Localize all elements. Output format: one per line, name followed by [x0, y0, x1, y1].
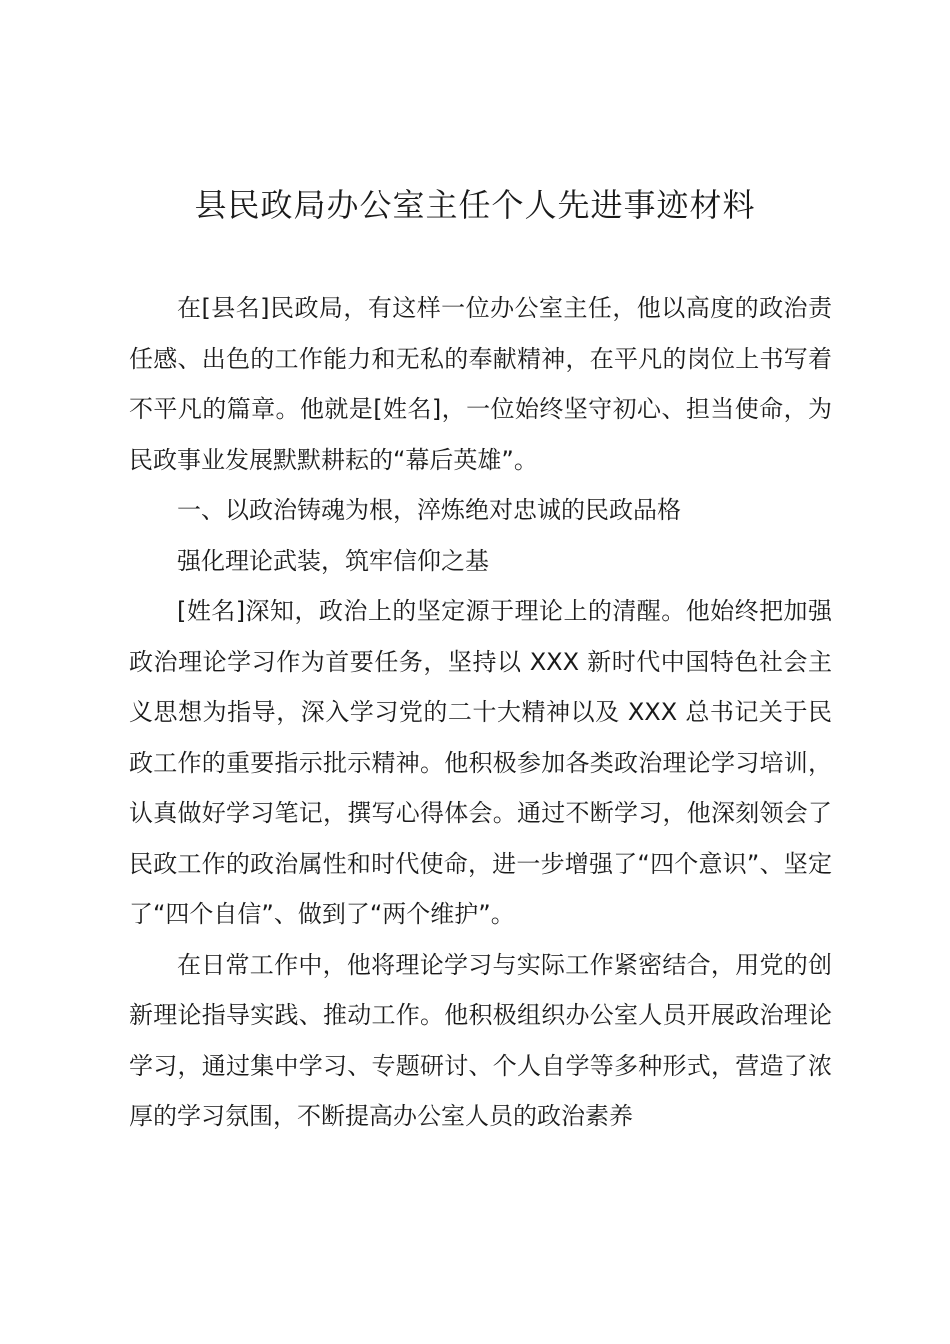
document-body [129, 283, 832, 1142]
subsection-heading-1: 强化理论武装，筑牢信仰之基 [177, 546, 489, 575]
document-title: 县民政局办公室主任个人先进事迹材料 [194, 186, 756, 224]
paragraph-theory-study: [姓名]深知，政治上的坚定源于理论上的清醒。他始终把加强政治理论学习作为首要任务，坚持以 XXX 新时代中国特色社会主义思想为指导，深入学习党的二十大精神以及 XXX 总书记关于民政工作的重要指示批示精神。他积极参加各类政治理论学习培训，认真做好学习笔记，撰写心得体会。通过不断学习，他深刻领会了民政工作的政治属性和时代使命，进一步增强了“四个意识”、坚定了“四个自信”、做到了“两个维护”。 [129, 597, 832, 928]
paragraph-intro: 在[县名]民政局，有这样一位办公室主任，他以高度的政治责任感、出色的工作能力和无私的奉献精神，在平凡的岗位上书写着不平凡的篇章。他就是[姓名]，一位始终坚守初心、担当使命，为民政事业发展默默耕耘的“幕后英雄”。 [129, 294, 832, 474]
section-heading-1: 一、以政治铸魂为根，淬炼绝对忠诚的民政品格 [177, 496, 681, 524]
paragraph-daily-work: 在日常工作中，他将理论学习与实际工作紧密结合，用党的创新理论指导实践、推动工作。他积极组织办公室人员开展政治理论学习，通过集中学习、专题研讨、个人自学等多种形式，营造了浓厚的学习氛围，不断提高办公室人员的政治素养 [129, 950, 832, 1130]
